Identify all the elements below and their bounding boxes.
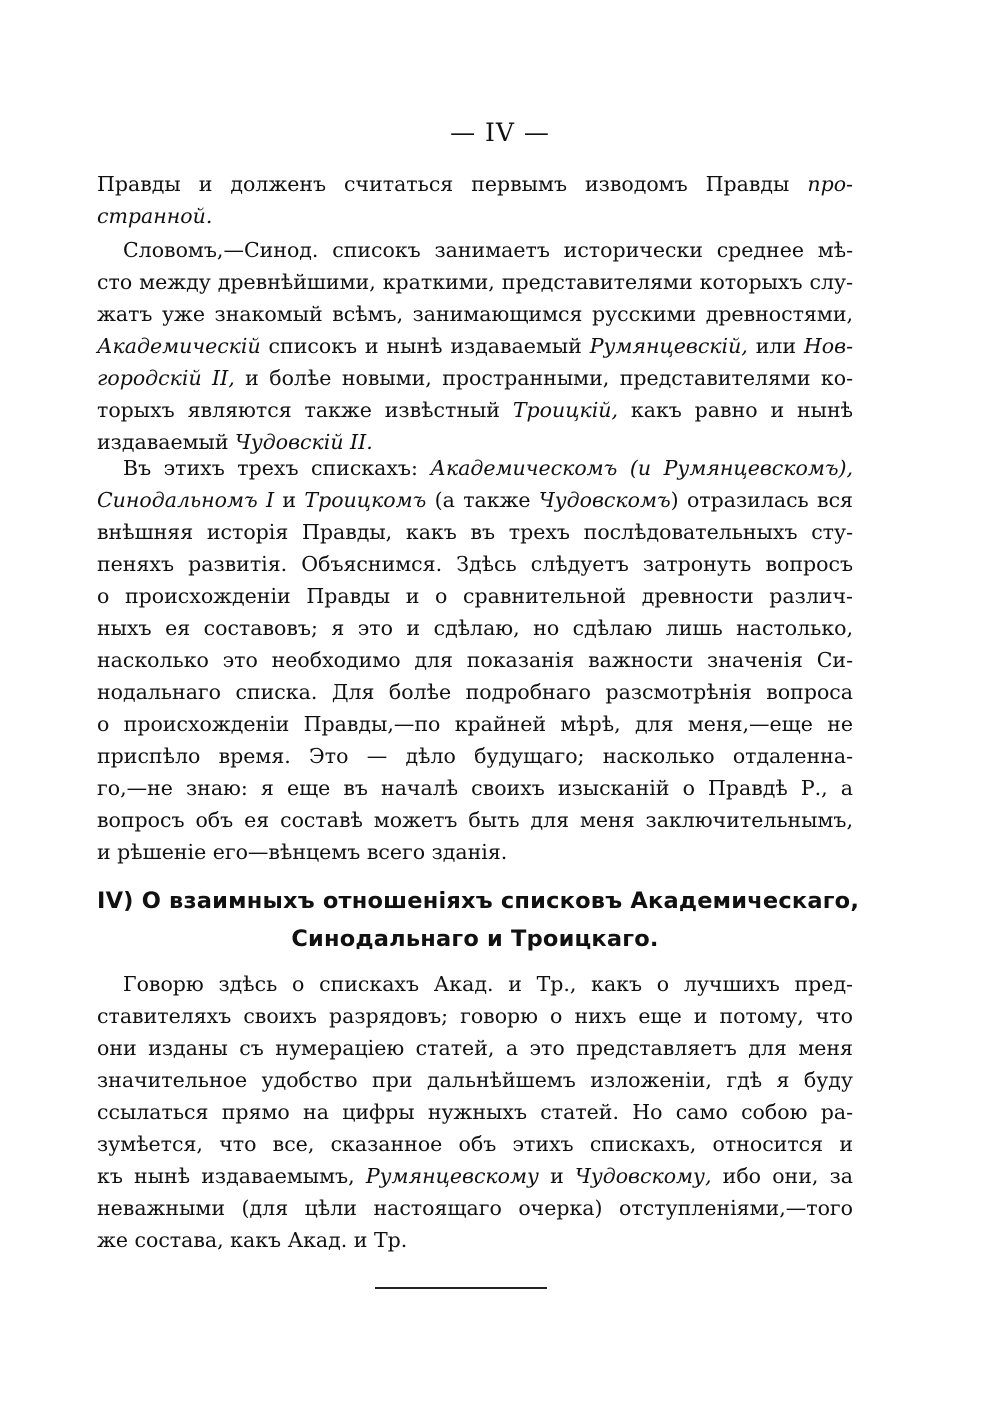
text-line: Въ этихъ трехъ спискахъ: Академическомъ (и Румянцевскомъ), bbox=[123, 456, 853, 480]
text-line: сто между древнѣйшими, краткими, представителями которыхъ слу- bbox=[97, 270, 853, 294]
text-line: го,—не знаю: я еще въ началѣ своихъ изысканій о Правдѣ Р., а bbox=[97, 776, 853, 800]
text-line: и рѣшеніе его—вѣнцемъ всего зданія. bbox=[97, 840, 508, 864]
text-line: они изданы съ нумераціею статей, а это представляетъ для меня bbox=[97, 1036, 853, 1060]
text-line: значительное удобство при дальнѣйшемъ изложеніи, гдѣ я буду bbox=[97, 1068, 853, 1092]
heading-line: Синодальнаго и Троицкаго. bbox=[291, 926, 659, 952]
text-line: неважными (для цѣли настоящаго очерка) отступленіями,—того bbox=[97, 1196, 853, 1220]
text-line: же состава, какъ Акад. и Тр. bbox=[97, 1228, 408, 1252]
text-line: Синодальномъ I и Троицкомъ (а также Чудовскомъ) отразилась вся bbox=[97, 488, 853, 512]
text-line: приспѣло время. Это — дѣло будущаго; насколько отдаленна- bbox=[97, 744, 853, 768]
text-line: зумѣется, что все, сказанное объ этихъ спискахъ, относится и bbox=[97, 1132, 853, 1156]
text-line: ссылаться прямо на цифры нужныхъ статей. Но само собою ра- bbox=[97, 1100, 853, 1124]
text-line: странной. bbox=[97, 204, 213, 228]
text-line: о происхожденіи Правды,—по крайней мѣрѣ, для меня,—еще не bbox=[97, 712, 853, 736]
text-line: къ нынѣ издаваемымъ, Румянцевскому и Чудовскому, ибо они, за bbox=[97, 1164, 854, 1188]
text-line: нодальнаго списка. Для болѣе подробнаго разсмотрѣнія вопроса bbox=[97, 680, 853, 704]
section-heading bbox=[97, 882, 860, 958]
page-number-header: — IV — bbox=[450, 118, 550, 147]
paragraph-2 bbox=[97, 234, 853, 458]
text-line: городскій II, и болѣе новыми, пространными, представителями ко- bbox=[97, 366, 854, 390]
text-line: Академическій списокъ и нынѣ издаваемый Румянцевскій, или Нов- bbox=[97, 334, 853, 358]
paragraph-3 bbox=[97, 452, 853, 868]
text-line: Правды и долженъ считаться первымъ изводомъ Правды про- bbox=[97, 172, 853, 196]
text-line: торыхъ являются также извѣстный Троицкій, какъ равно и нынѣ bbox=[97, 398, 853, 422]
text-line: пеняхъ развитія. Объяснимся. Здѣсь слѣдуетъ затронуть вопросъ bbox=[97, 552, 853, 576]
text-line: жатъ уже знакомый всѣмъ, занимающимся русскими древностями, bbox=[97, 302, 853, 326]
text-line: Говорю здѣсь о спискахъ Акад. и Тр., какъ о лучшихъ пред- bbox=[123, 972, 853, 996]
paragraph-1 bbox=[97, 168, 853, 232]
text-line: вопросъ объ ея составѣ можетъ быть для меня заключительнымъ, bbox=[97, 808, 853, 832]
text-line: ныхъ ея составовъ; я это и сдѣлаю, но сдѣлаю лишь настолько, bbox=[97, 616, 853, 640]
text-line: ставителяхъ своихъ разрядовъ; говорю о нихъ еще и потому, что bbox=[97, 1004, 853, 1028]
text-line: о происхожденіи Правды и о сравнительной древности различ- bbox=[97, 584, 853, 608]
heading-line: IV) О взаимныхъ отношеніяхъ списковъ Академическаго, bbox=[97, 888, 860, 914]
text-line: внѣшняя исторія Правды, какъ въ трехъ послѣдовательныхъ сту- bbox=[97, 520, 853, 544]
text-line: Словомъ,—Синод. списокъ занимаетъ исторически среднее мѣ- bbox=[123, 238, 853, 262]
text-line: насколько это необходимо для показанія важности значенія Си- bbox=[97, 648, 853, 672]
paragraph-4 bbox=[97, 968, 853, 1256]
section-end-rule bbox=[375, 1287, 547, 1289]
text-line: издаваемый Чудовскій II. bbox=[97, 430, 373, 454]
